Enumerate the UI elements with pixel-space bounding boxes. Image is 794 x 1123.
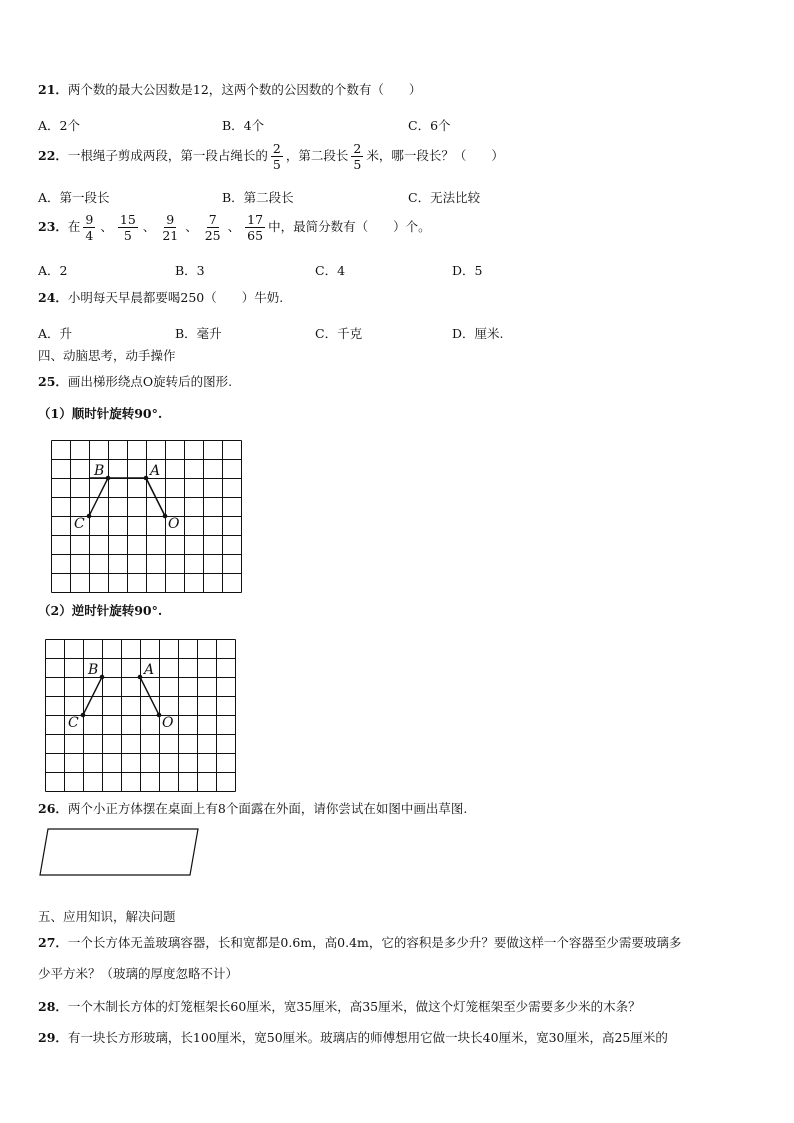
part-label: （1）顺时针旋转90°. [38,406,163,421]
option-a: A．第一段长 [38,190,110,205]
question-text: 在 [67,219,81,235]
option-b: B．毫升 [175,326,222,341]
fraction [203,213,223,242]
question-text: 一个长方体无盖玻璃容器，长和宽都是0.6m，高0.4m，它的容积是多少升？要做这样一个容器至少需要玻璃多 [67,935,682,950]
question-text: 有一块长方形玻璃，长100厘米，宽50厘米。玻璃店的师傅想用它做一块长40厘米，宽30厘米，高25厘米的 [67,1030,668,1045]
fraction-denominator: 5 [123,228,132,244]
point-o [157,713,162,718]
fraction-numerator: 9 [85,212,94,227]
question-number: 22． [38,148,68,164]
fraction [245,213,265,242]
point-b [100,675,105,680]
parallelogram-sketch-area [38,828,200,876]
question-25-part-1 [38,408,162,421]
point-a [138,675,143,680]
option-c: C．6个 [408,118,451,133]
fraction-denominator: 5 [272,157,281,173]
fraction-numerator: 7 [208,212,217,227]
label-a: A [150,463,161,479]
question-27 [38,937,681,950]
question-number: 26． [38,801,68,816]
label-a: A [144,662,155,678]
option-b: B．第二段长 [222,190,294,205]
question-26 [38,803,467,816]
separator: 、 [142,219,156,235]
fraction-denominator: 4 [85,228,94,244]
fraction-numerator: 2 [353,141,362,156]
option-b: B．3 [175,263,205,278]
option-c: C．无法比较 [408,190,481,205]
label-b: B [94,463,105,479]
question-number: 24． [38,290,68,305]
question-21 [38,84,421,97]
question-number: 27． [38,935,68,950]
question-number: 21． [38,82,68,97]
label-b: B [88,662,99,678]
label-c: C [74,516,85,532]
fraction-denominator: 65 [247,228,264,244]
question-text: 一根绳子剪成两段，第一段占绳长的 [67,148,268,164]
question-number: 28． [38,999,68,1014]
question-text: 两个数的最大公因数是12，这两个数的公因数的个数有（ ） [67,82,422,97]
question-25 [38,376,232,389]
part-label: （2）逆时针旋转90°. [38,603,163,618]
question-text: 画出梯形绕点O旋转后的图形. [67,374,233,389]
question-text: 米，哪一段长？（ ） [366,148,504,164]
question-text: 少平方米？（玻璃的厚度忽略不计） [38,966,239,981]
fraction [83,213,95,242]
option-c: C．千克 [315,326,363,341]
question-text: ，第二段长 [285,148,349,164]
separator: 、 [100,219,113,235]
fraction-denominator: 25 [204,228,221,244]
grid-figure-2 [45,639,237,785]
fraction-denominator: 5 [353,157,362,173]
option-d: D．5 [452,263,483,278]
grid-figure-1 [51,440,243,586]
question-text: 中，最简分数有（ ）个。 [268,219,431,235]
section-title: 四、动脑思考，动手操作 [38,348,176,363]
fraction-numerator: 2 [272,141,281,156]
label-o: O [162,715,174,731]
point-c [87,514,92,519]
fraction [160,213,180,242]
question-22 [38,142,504,171]
section-title: 五、应用知识，解决问题 [38,909,176,924]
question-number: 23． [38,219,68,235]
fraction [118,213,138,242]
question-text: 两个小正方体摆在桌面上有8个面露在外面，请你尝试在如图中画出草图. [67,801,468,816]
label-o: O [168,516,180,532]
fraction-numerator: 9 [166,212,175,227]
fraction [271,142,283,171]
question-number: 25． [38,374,68,389]
point-b [106,476,111,481]
option-a: A．升 [38,326,73,341]
point-c [81,713,86,718]
point-o [163,514,168,519]
label-c: C [68,715,79,731]
question-text: 小明每天早晨都要喝250（ ）牛奶. [67,290,284,305]
question-25-part-2 [38,605,162,618]
question-28 [38,1001,641,1014]
question-text: 一个木制长方体的灯笼框架长60厘米，宽35厘米，高35厘米，做这个灯笼框架至少需要多少米的木条？ [67,999,641,1014]
point-a [144,476,149,481]
fraction-numerator: 15 [119,212,136,227]
fraction-numerator: 17 [247,212,264,227]
option-c: C．4 [315,263,346,278]
separator: 、 [227,219,241,235]
section-heading [38,350,176,363]
option-a: A．2 [38,263,68,278]
section-heading [38,911,176,924]
question-23 [38,213,431,242]
separator: 、 [185,219,198,235]
option-a: A．2个 [38,118,80,133]
option-b: B．4个 [222,118,265,133]
question-24 [38,292,283,305]
fraction-denominator: 21 [162,228,179,244]
question-27-continued [38,968,238,981]
question-number: 29． [38,1030,68,1045]
question-29 [38,1032,668,1045]
option-d: D．厘米. [452,326,504,341]
fraction [351,142,363,171]
